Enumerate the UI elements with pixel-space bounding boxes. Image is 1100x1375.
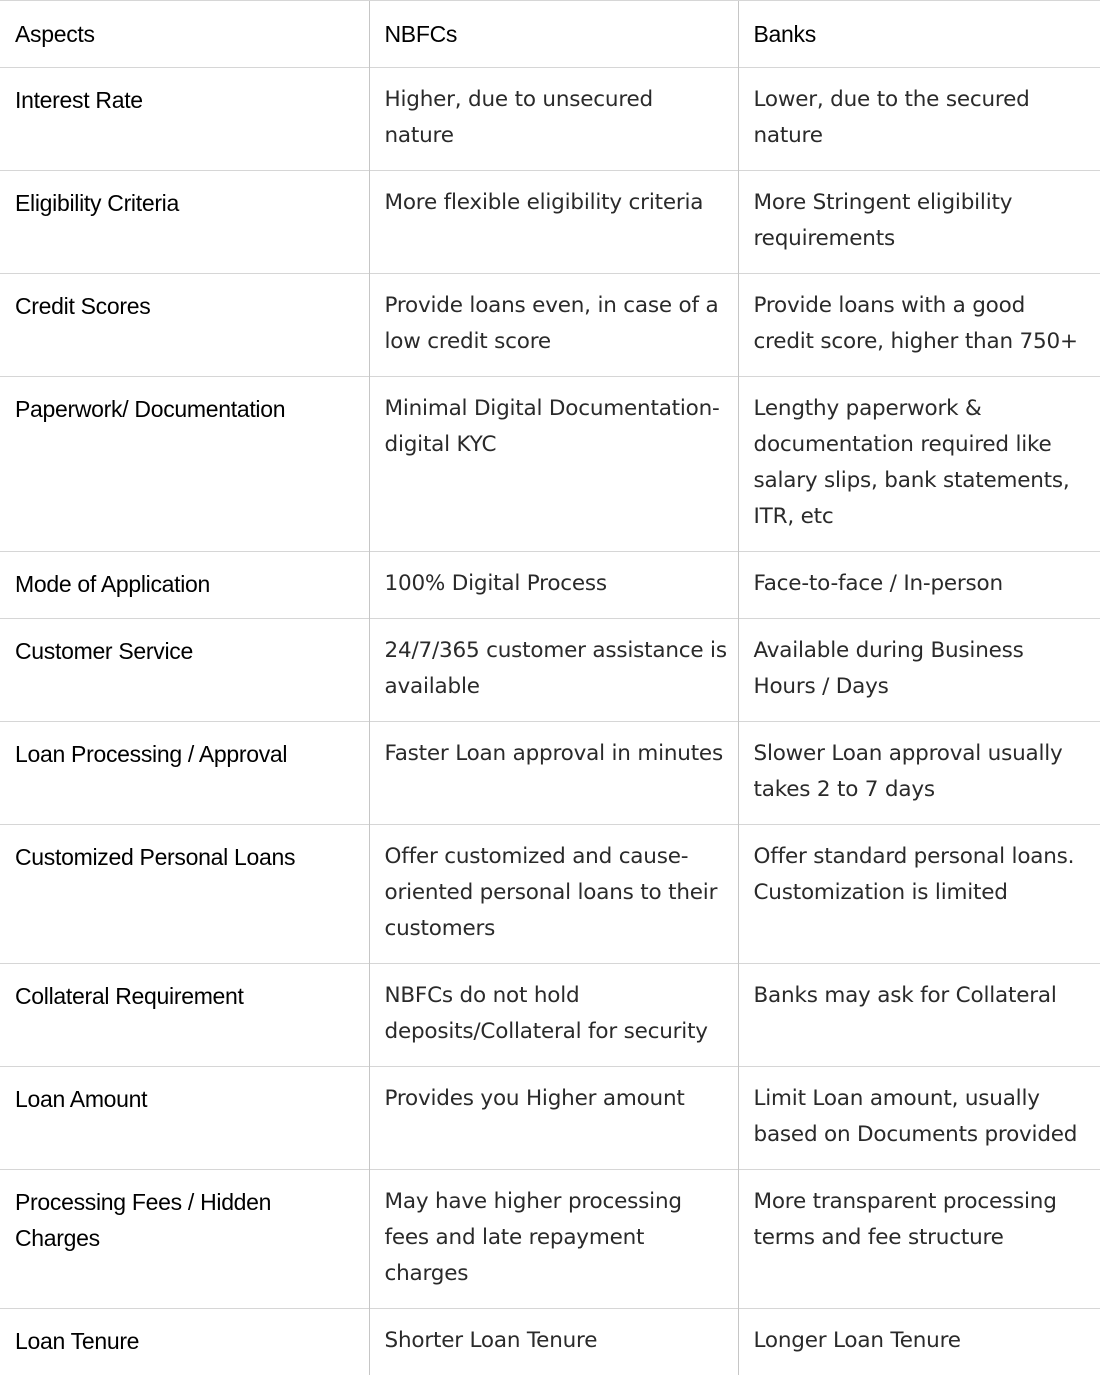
nbfc-cell: Provide loans even, in case of a low credit score [369,274,738,377]
nbfc-cell: More flexible eligibility criteria [369,171,738,274]
nbfc-cell: 24/7/365 customer assistance is available [369,619,738,722]
aspect-cell: Loan Tenure [0,1309,369,1375]
bank-cell: Offer standard personal loans. Customization is limited [738,825,1100,964]
table-row [0,619,1100,722]
nbfc-cell: Higher, due to unsecured nature [369,68,738,171]
nbfc-cell: Shorter Loan Tenure [369,1309,738,1375]
bank-cell: Provide loans with a good credit score, higher than 750+ [738,274,1100,377]
bank-cell: Lower, due to the secured nature [738,68,1100,171]
header-banks: Banks [738,1,1100,68]
bank-cell: More Stringent eligibility requirements [738,171,1100,274]
aspect-cell: Interest Rate [0,68,369,171]
aspect-cell: Processing Fees / Hidden Charges [0,1170,369,1309]
table-header-row [0,1,1100,68]
nbfc-cell: Minimal Digital Documentation- digital KYC [369,377,738,552]
table-row [0,964,1100,1067]
aspect-cell: Loan Processing / Approval [0,722,369,825]
nbfc-cell: Provides you Higher amount [369,1067,738,1170]
aspect-cell: Eligibility Criteria [0,171,369,274]
aspect-cell: Collateral Requirement [0,964,369,1067]
bank-cell: Longer Loan Tenure [738,1309,1100,1375]
bank-cell: Available during Business Hours / Days [738,619,1100,722]
aspect-cell: Mode of Application [0,552,369,619]
bank-cell: Slower Loan approval usually takes 2 to 7 days [738,722,1100,825]
aspect-cell: Credit Scores [0,274,369,377]
table-row [0,552,1100,619]
aspect-cell: Loan Amount [0,1067,369,1170]
nbfc-cell: Faster Loan approval in minutes [369,722,738,825]
header-nbfcs: NBFCs [369,1,738,68]
nbfc-cell: NBFCs do not hold deposits/Collateral for security [369,964,738,1067]
aspect-cell: Customer Service [0,619,369,722]
bank-cell: Face-to-face / In-person [738,552,1100,619]
table-row [0,722,1100,825]
table-row [0,68,1100,171]
table-row [0,274,1100,377]
aspect-cell: Customized Personal Loans [0,825,369,964]
table-row [0,171,1100,274]
nbfc-cell: May have higher processing fees and late repayment charges [369,1170,738,1309]
header-aspects: Aspects [0,1,369,68]
bank-cell: Limit Loan amount, usually based on Documents provided [738,1067,1100,1170]
bank-cell: Banks may ask for Collateral [738,964,1100,1067]
nbfc-cell: 100% Digital Process [369,552,738,619]
table-row [0,1309,1100,1375]
nbfc-cell: Offer customized and cause-oriented personal loans to their customers [369,825,738,964]
aspect-cell: Paperwork/ Documentation [0,377,369,552]
bank-cell: More transparent processing terms and fee structure [738,1170,1100,1309]
table-row [0,1170,1100,1309]
bank-cell: Lengthy paperwork & documentation required like salary slips, bank statements, ITR, etc [738,377,1100,552]
table-row [0,377,1100,552]
table-row [0,1067,1100,1170]
table-row [0,825,1100,964]
